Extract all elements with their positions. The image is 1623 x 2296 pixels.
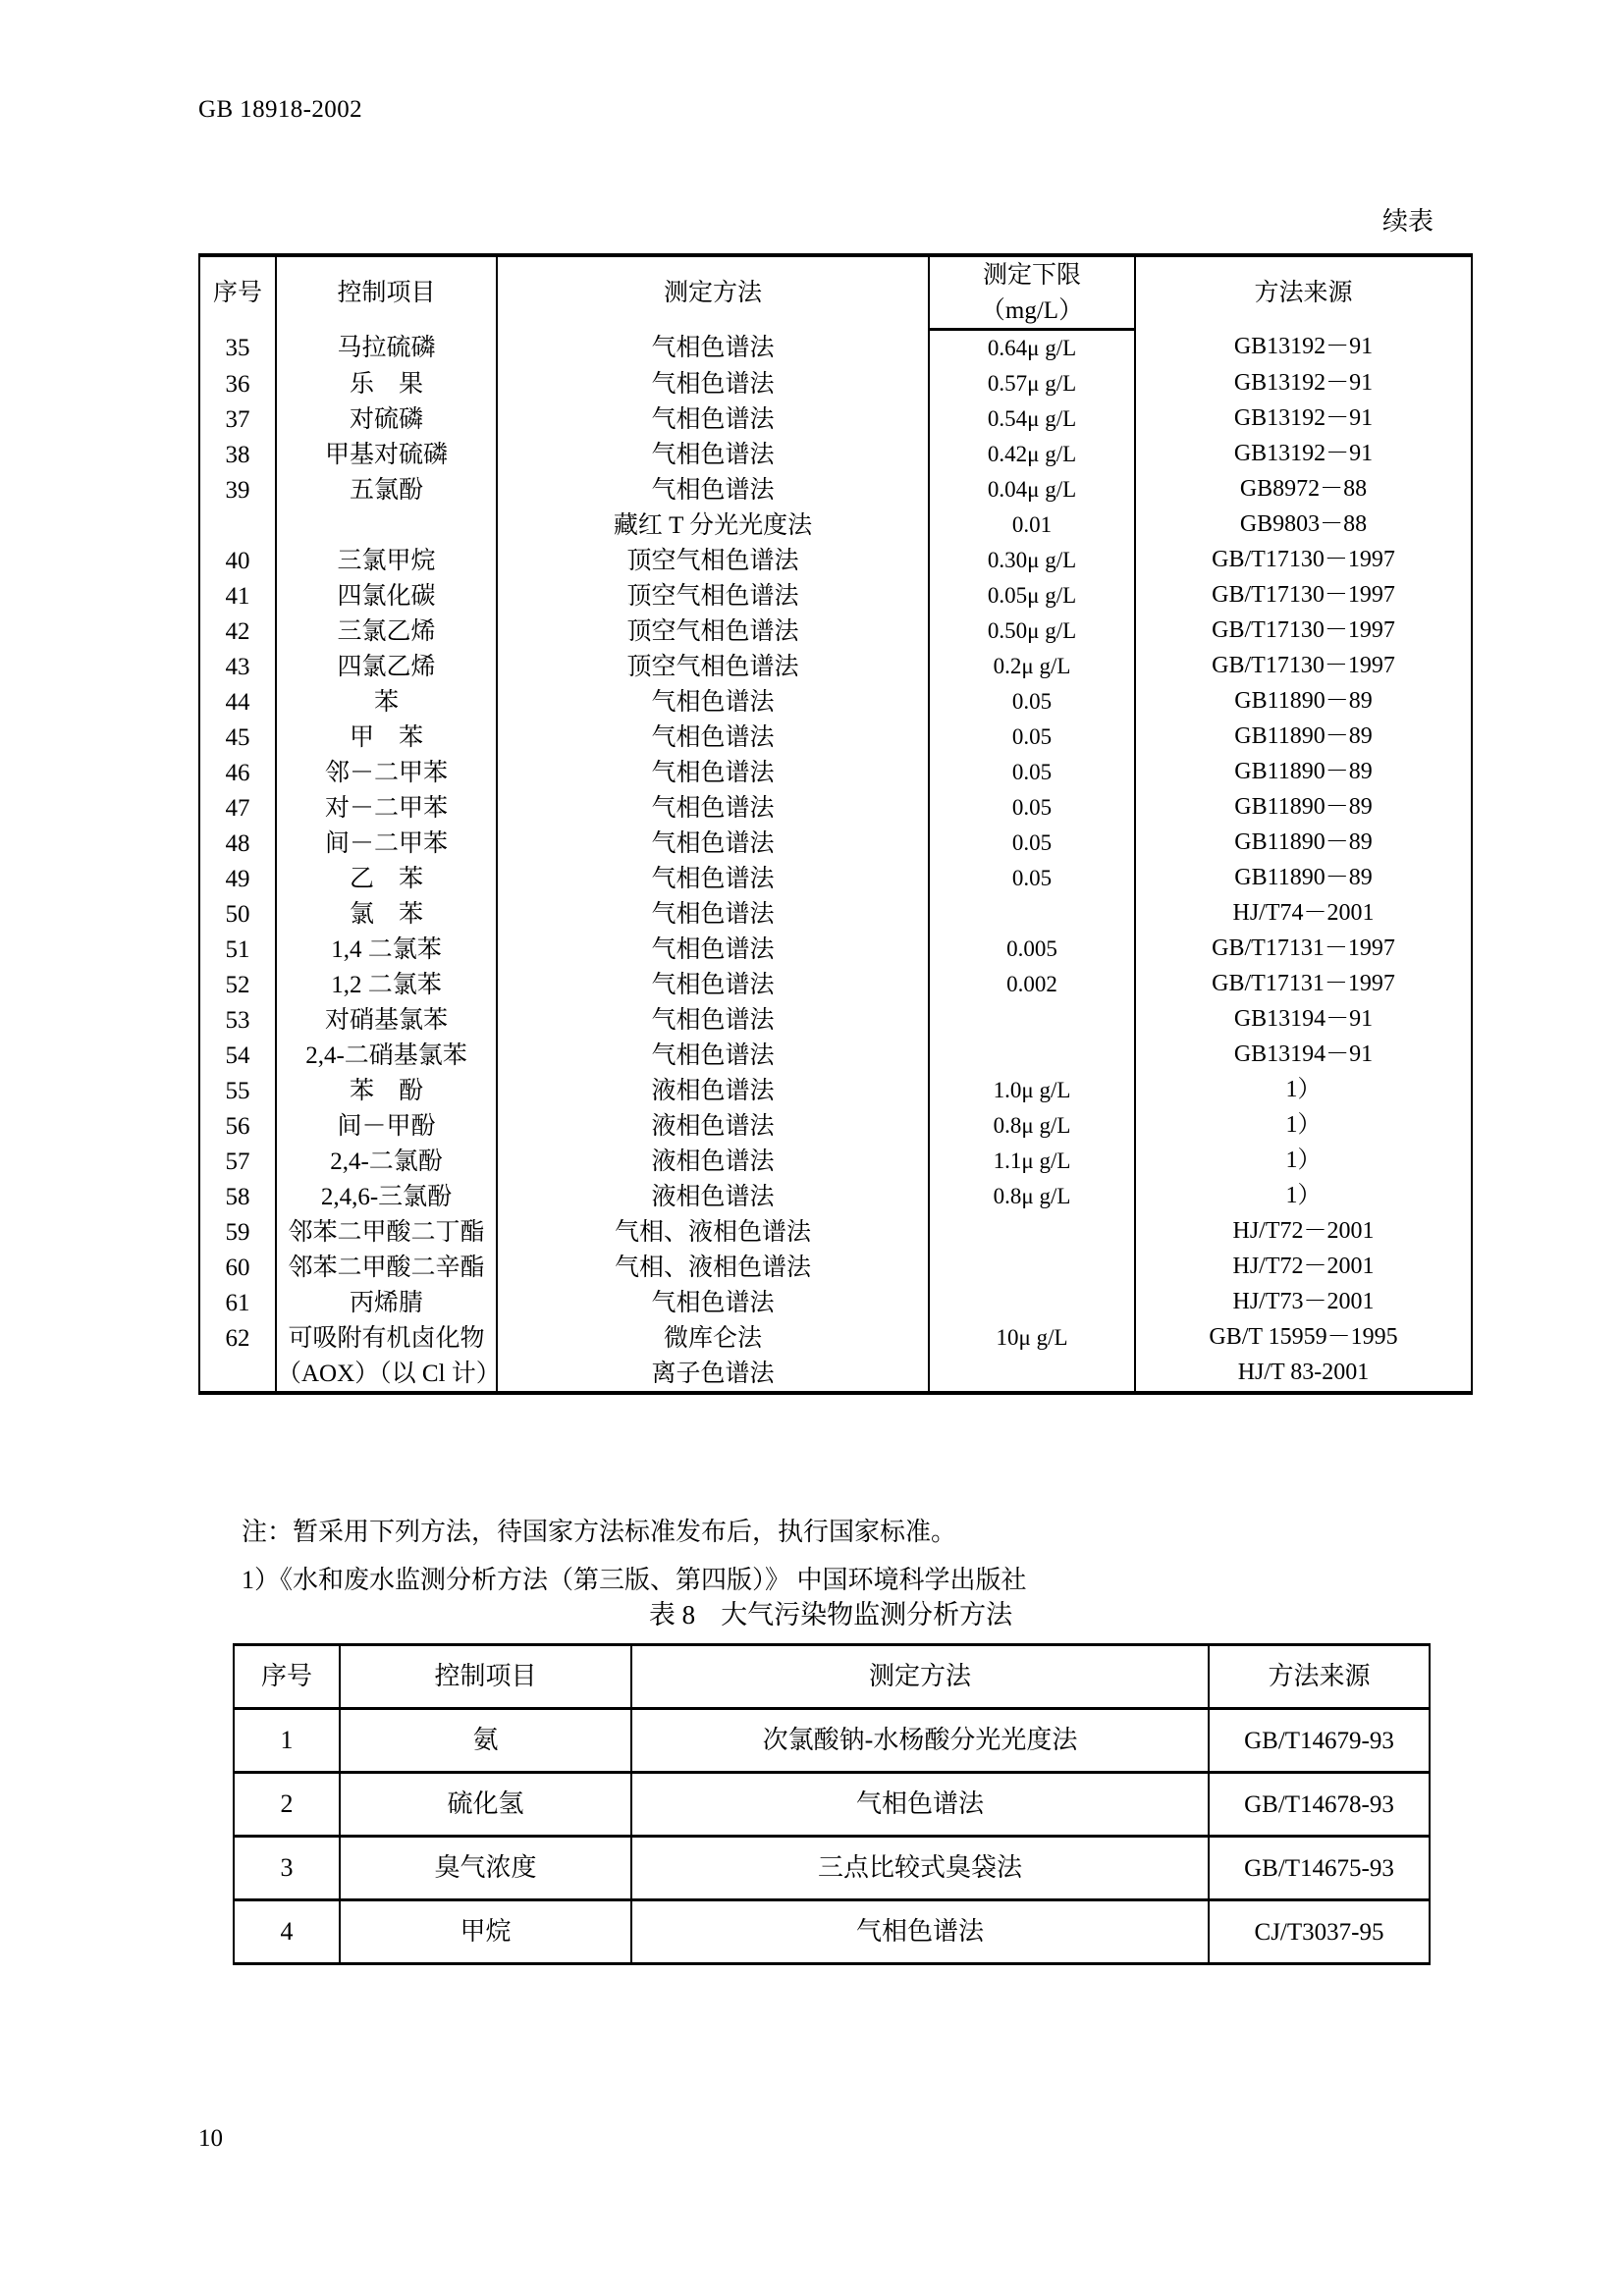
cell-item: 2,4,6-三氯酚 xyxy=(276,1179,497,1214)
cell-no: 48 xyxy=(199,826,276,861)
cell-source: GB13192－91 xyxy=(1135,330,1472,367)
cell-item: 四氯乙烯 xyxy=(276,649,497,684)
cell-no: 55 xyxy=(199,1073,276,1108)
cell-method: 气相色谱法 xyxy=(497,967,929,1002)
table7-header-limit-line2: （mg/L） xyxy=(929,293,1135,330)
table-row xyxy=(199,1320,1472,1356)
table-row xyxy=(199,366,1472,401)
cell-source: GB11890－89 xyxy=(1135,861,1472,896)
cell-limit xyxy=(929,1038,1135,1073)
cell-item: 甲基对硫磷 xyxy=(276,437,497,472)
cell-method: 顶空气相色谱法 xyxy=(497,649,929,684)
cell-item: 对硫磷 xyxy=(276,401,497,437)
cell-no xyxy=(199,507,276,543)
cell-limit: 0.002 xyxy=(929,967,1135,1002)
cell-limit: 1.1μ g/L xyxy=(929,1144,1135,1179)
cell-method: 气相色谱法 xyxy=(497,790,929,826)
cell-method: 气相色谱法 xyxy=(497,1002,929,1038)
cell-source: GB11890－89 xyxy=(1135,755,1472,790)
cell-limit: 10μ g/L xyxy=(929,1320,1135,1356)
cell-method: 气相色谱法 xyxy=(497,861,929,896)
cell-limit: 0.50μ g/L xyxy=(929,614,1135,649)
cell-no xyxy=(199,1356,276,1393)
cell-limit: 0.04μ g/L xyxy=(929,472,1135,507)
cell-item: 乐 果 xyxy=(276,366,497,401)
table7-body xyxy=(199,330,1472,1394)
cell-limit xyxy=(929,1214,1135,1250)
table-row xyxy=(199,896,1472,932)
cell-no: 37 xyxy=(199,401,276,437)
cell-source: GB11890－89 xyxy=(1135,790,1472,826)
cell-method: 气相色谱法 xyxy=(497,1038,929,1073)
cell-item: 1,2 二氯苯 xyxy=(276,967,497,1002)
table7-header-source: 方法来源 xyxy=(1135,255,1472,330)
table-row xyxy=(199,790,1472,826)
table-row xyxy=(199,720,1472,755)
table-row xyxy=(199,967,1472,1002)
cell-limit: 0.42μ g/L xyxy=(929,437,1135,472)
cell-item: 甲烷 xyxy=(340,1900,631,1964)
cell-no: 57 xyxy=(199,1144,276,1179)
cell-limit: 0.8μ g/L xyxy=(929,1108,1135,1144)
cell-method: 气相色谱法 xyxy=(497,437,929,472)
table-row xyxy=(199,684,1472,720)
table7-note-reference-text: 1）《水和废水监测分析方法（第三版、第四版）》 中国环境科学出版社 xyxy=(242,1566,1027,1594)
cell-source: GB13192－91 xyxy=(1135,401,1472,437)
cell-method: 气相色谱法 xyxy=(497,472,929,507)
cell-source: HJ/T72－2001 xyxy=(1135,1250,1472,1285)
cell-limit: 1.0μ g/L xyxy=(929,1073,1135,1108)
cell-item: 甲 苯 xyxy=(276,720,497,755)
table8-title xyxy=(233,1593,1429,1631)
cell-method: 气相色谱法 xyxy=(631,1900,1209,1964)
cell-no: 45 xyxy=(199,720,276,755)
cell-method: 液相色谱法 xyxy=(497,1073,929,1108)
table8-title-text: 大气污染物监测分析方法 xyxy=(721,1600,1013,1629)
standard-code: GB 18918-2002 xyxy=(198,96,363,123)
cell-no: 1 xyxy=(234,1709,340,1773)
cell-no: 43 xyxy=(199,649,276,684)
table-row xyxy=(199,330,1472,367)
cell-method: 气相色谱法 xyxy=(497,720,929,755)
page-number: 10 xyxy=(198,2125,223,2152)
cell-source: 1） xyxy=(1135,1179,1472,1214)
cell-limit: 0.54μ g/L xyxy=(929,401,1135,437)
cell-method: 液相色谱法 xyxy=(497,1179,929,1214)
table-row xyxy=(199,755,1472,790)
cell-no: 49 xyxy=(199,861,276,896)
cell-source: GB/T17131－1997 xyxy=(1135,967,1472,1002)
cell-source: HJ/T72－2001 xyxy=(1135,1214,1472,1250)
cell-limit xyxy=(929,896,1135,932)
cell-no: 36 xyxy=(199,366,276,401)
cell-source: GB/T17131－1997 xyxy=(1135,932,1472,967)
cell-source: GB/T14679-93 xyxy=(1209,1709,1430,1773)
table7-header-limit-line1: 测定下限 xyxy=(929,255,1135,293)
cell-source: GB/T14678-93 xyxy=(1209,1773,1430,1837)
table7-header-no: 序号 xyxy=(199,255,276,330)
table8-header-no: 序号 xyxy=(234,1645,340,1709)
table8-header-source: 方法来源 xyxy=(1209,1645,1430,1709)
continued-table-label: 续表 xyxy=(1381,207,1434,236)
cell-no: 3 xyxy=(234,1837,340,1900)
cell-item: 乙 苯 xyxy=(276,861,497,896)
cell-source: GB11890－89 xyxy=(1135,684,1472,720)
table-row xyxy=(199,614,1472,649)
table-row xyxy=(199,932,1472,967)
table-row xyxy=(199,401,1472,437)
table-water-pollutant-methods-continued xyxy=(198,253,1473,1395)
cell-no: 50 xyxy=(199,896,276,932)
cell-source: 1） xyxy=(1135,1108,1472,1144)
cell-no: 61 xyxy=(199,1285,276,1320)
table-row xyxy=(199,1250,1472,1285)
table-row xyxy=(199,1002,1472,1038)
cell-method: 气相色谱法 xyxy=(497,366,929,401)
cell-method: 气相色谱法 xyxy=(497,826,929,861)
cell-source: HJ/T73－2001 xyxy=(1135,1285,1472,1320)
cell-no: 58 xyxy=(199,1179,276,1214)
cell-method: 顶空气相色谱法 xyxy=(497,614,929,649)
cell-method: 气相色谱法 xyxy=(497,330,929,367)
cell-item: 间－二甲苯 xyxy=(276,826,497,861)
table7-head xyxy=(199,255,1472,330)
cell-limit xyxy=(929,1002,1135,1038)
cell-limit: 0.05 xyxy=(929,790,1135,826)
cell-no: 47 xyxy=(199,790,276,826)
cell-limit: 0.57μ g/L xyxy=(929,366,1135,401)
cell-item: 苯 酚 xyxy=(276,1073,497,1108)
cell-item: 邻苯二甲酸二辛酯 xyxy=(276,1250,497,1285)
cell-method: 气相、液相色谱法 xyxy=(497,1214,929,1250)
table-row xyxy=(199,1285,1472,1320)
cell-no: 35 xyxy=(199,330,276,367)
table-row xyxy=(234,1709,1430,1773)
cell-limit: 0.01 xyxy=(929,507,1135,543)
cell-source: GB/T17130－1997 xyxy=(1135,543,1472,578)
cell-source: GB13194－91 xyxy=(1135,1002,1472,1038)
cell-item: 对－二甲苯 xyxy=(276,790,497,826)
cell-no: 52 xyxy=(199,967,276,1002)
cell-method: 气相色谱法 xyxy=(631,1773,1209,1837)
cell-source: GB13194－91 xyxy=(1135,1038,1472,1073)
table8-header-item: 控制项目 xyxy=(340,1645,631,1709)
cell-source: GB/T17130－1997 xyxy=(1135,614,1472,649)
cell-method: 顶空气相色谱法 xyxy=(497,543,929,578)
cell-item: 五氯酚 xyxy=(276,472,497,507)
cell-item: 马拉硫磷 xyxy=(276,330,497,367)
cell-no: 42 xyxy=(199,614,276,649)
table-air-pollutant-methods xyxy=(233,1643,1431,1965)
table-row xyxy=(199,1214,1472,1250)
table8-body xyxy=(234,1709,1430,1964)
table-row xyxy=(199,1179,1472,1214)
table-row xyxy=(234,1900,1430,1964)
table-row xyxy=(199,1073,1472,1108)
cell-source: GB11890－89 xyxy=(1135,826,1472,861)
cell-source: HJ/T74－2001 xyxy=(1135,896,1472,932)
cell-source: 1） xyxy=(1135,1073,1472,1108)
cell-method: 离子色谱法 xyxy=(497,1356,929,1393)
cell-source: GB13192－91 xyxy=(1135,437,1472,472)
cell-method: 藏红 T 分光光度法 xyxy=(497,507,929,543)
cell-limit: 0.05μ g/L xyxy=(929,578,1135,614)
cell-limit: 0.64μ g/L xyxy=(929,330,1135,367)
cell-limit xyxy=(929,1285,1135,1320)
cell-method: 气相色谱法 xyxy=(497,1285,929,1320)
cell-no: 51 xyxy=(199,932,276,967)
cell-source: GB11890－89 xyxy=(1135,720,1472,755)
cell-no: 54 xyxy=(199,1038,276,1073)
cell-method: 液相色谱法 xyxy=(497,1144,929,1179)
cell-item: 1,4 二氯苯 xyxy=(276,932,497,967)
cell-method: 气相色谱法 xyxy=(497,932,929,967)
cell-source: GB/T14675-93 xyxy=(1209,1837,1430,1900)
cell-item: 臭气浓度 xyxy=(340,1837,631,1900)
cell-item: 氯 苯 xyxy=(276,896,497,932)
cell-no: 2 xyxy=(234,1773,340,1837)
table8-title-label: 表 8 xyxy=(648,1600,696,1629)
cell-no: 53 xyxy=(199,1002,276,1038)
cell-source: GB13192－91 xyxy=(1135,366,1472,401)
cell-limit: 0.05 xyxy=(929,826,1135,861)
cell-no: 62 xyxy=(199,1320,276,1356)
cell-item: 间－甲酚 xyxy=(276,1108,497,1144)
cell-limit: 0.8μ g/L xyxy=(929,1179,1135,1214)
cell-method: 次氯酸钠-水杨酸分光光度法 xyxy=(631,1709,1209,1773)
table8-header-row xyxy=(234,1645,1430,1709)
table-row xyxy=(199,649,1472,684)
cell-item: 邻－二甲苯 xyxy=(276,755,497,790)
cell-method: 三点比较式臭袋法 xyxy=(631,1837,1209,1900)
cell-source: 1） xyxy=(1135,1144,1472,1179)
cell-item: 丙烯腈 xyxy=(276,1285,497,1320)
cell-method: 气相、液相色谱法 xyxy=(497,1250,929,1285)
table-row xyxy=(199,507,1472,543)
cell-item: 氨 xyxy=(340,1709,631,1773)
table-row xyxy=(199,578,1472,614)
table7-header-row-1 xyxy=(199,255,1472,293)
table-row xyxy=(234,1773,1430,1837)
cell-source: GB9803－88 xyxy=(1135,507,1472,543)
cell-limit: 0.05 xyxy=(929,861,1135,896)
cell-method: 气相色谱法 xyxy=(497,684,929,720)
cell-source: GB/T17130－1997 xyxy=(1135,578,1472,614)
cell-no: 41 xyxy=(199,578,276,614)
cell-method: 气相色谱法 xyxy=(497,755,929,790)
cell-item: 三氯乙烯 xyxy=(276,614,497,649)
table-row xyxy=(199,1356,1472,1393)
cell-source: CJ/T3037-95 xyxy=(1209,1900,1430,1964)
table-row xyxy=(234,1837,1430,1900)
table8-head xyxy=(234,1645,1430,1709)
cell-limit: 0.005 xyxy=(929,932,1135,967)
cell-item: 四氯化碳 xyxy=(276,578,497,614)
cell-source: GB8972－88 xyxy=(1135,472,1472,507)
table8-header-method: 测定方法 xyxy=(631,1645,1209,1709)
cell-limit: 0.05 xyxy=(929,720,1135,755)
cell-method: 顶空气相色谱法 xyxy=(497,578,929,614)
table-row xyxy=(199,472,1472,507)
table7-note-reference xyxy=(242,1560,1027,1596)
table7-header-item: 控制项目 xyxy=(276,255,497,330)
cell-source: HJ/T 83-2001 xyxy=(1135,1356,1472,1393)
cell-no: 38 xyxy=(199,437,276,472)
table-row xyxy=(199,543,1472,578)
cell-no: 56 xyxy=(199,1108,276,1144)
cell-item: （AOX）（以 Cl 计） xyxy=(276,1356,497,1393)
cell-item: 对硝基氯苯 xyxy=(276,1002,497,1038)
cell-limit xyxy=(929,1356,1135,1393)
cell-item: 三氯甲烷 xyxy=(276,543,497,578)
cell-item: 2,4-二氯酚 xyxy=(276,1144,497,1179)
cell-no: 44 xyxy=(199,684,276,720)
cell-no: 4 xyxy=(234,1900,340,1964)
cell-source: GB/T 15959－1995 xyxy=(1135,1320,1472,1356)
cell-no: 59 xyxy=(199,1214,276,1250)
cell-item: 2,4-二硝基氯苯 xyxy=(276,1038,497,1073)
cell-item: 硫化氢 xyxy=(340,1773,631,1837)
table-row xyxy=(199,1038,1472,1073)
cell-limit: 0.05 xyxy=(929,755,1135,790)
cell-source: GB/T17130－1997 xyxy=(1135,649,1472,684)
cell-method: 微库仑法 xyxy=(497,1320,929,1356)
cell-item: 可吸附有机卤化物 xyxy=(276,1320,497,1356)
cell-item: 邻苯二甲酸二丁酯 xyxy=(276,1214,497,1250)
cell-limit: 0.2μ g/L xyxy=(929,649,1135,684)
cell-item xyxy=(276,507,497,543)
cell-no: 60 xyxy=(199,1250,276,1285)
cell-limit: 0.30μ g/L xyxy=(929,543,1135,578)
cell-method: 气相色谱法 xyxy=(497,896,929,932)
cell-no: 40 xyxy=(199,543,276,578)
table-row xyxy=(199,437,1472,472)
table-row xyxy=(199,861,1472,896)
cell-item: 苯 xyxy=(276,684,497,720)
cell-method: 气相色谱法 xyxy=(497,401,929,437)
cell-no: 46 xyxy=(199,755,276,790)
table-row xyxy=(199,1144,1472,1179)
cell-no: 39 xyxy=(199,472,276,507)
table7-note-general: 注：暂采用下列方法，待国家方法标准发布后，执行国家标准。 xyxy=(242,1518,957,1546)
cell-limit: 0.05 xyxy=(929,684,1135,720)
table-row xyxy=(199,826,1472,861)
table-row xyxy=(199,1108,1472,1144)
table7-header-method: 测定方法 xyxy=(497,255,929,330)
cell-method: 液相色谱法 xyxy=(497,1108,929,1144)
cell-limit xyxy=(929,1250,1135,1285)
